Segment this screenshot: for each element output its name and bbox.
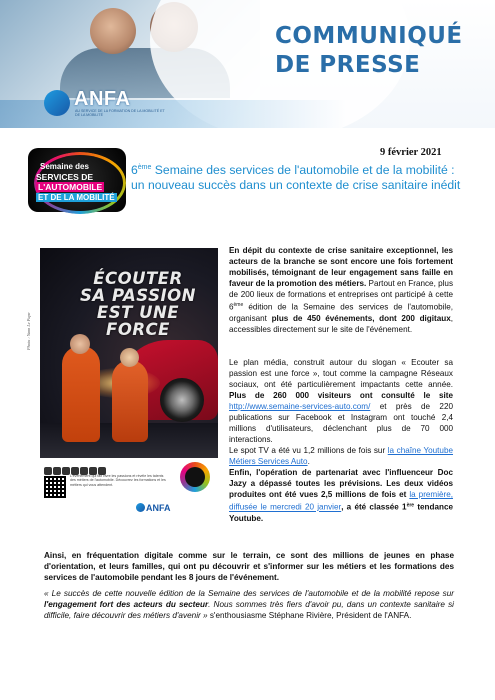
intro-text: Partout en France, plus de 200 lieux de formations et entreprises ont participé à cette 6 xyxy=(229,279,454,312)
photo-person xyxy=(90,8,136,54)
campaign-poster xyxy=(40,248,218,526)
anfa-logo xyxy=(44,88,164,120)
anfa-logo-icon xyxy=(44,90,70,116)
press-title-line1: COMMUNIQUÉ xyxy=(275,23,463,49)
headline-ordinal-suffix: ème xyxy=(137,164,152,171)
intro-bold-2: plus de 450 événements, dont 200 digitaux xyxy=(271,313,451,323)
media-text-2: et près de 220 publications sur Facebook et Instagram ont touché 2,4 millions d'utilisateurs, déclenchant plus de 70 000 interactions. xyxy=(229,402,453,444)
quote-attribution: s'enthousiasme Stéphane Rivière, Président de l'ANFA. xyxy=(207,611,412,620)
youtube-channel-link[interactable]: la chaîne Youtube Métiers Services Auto xyxy=(229,446,453,466)
influencer-sup: ère xyxy=(406,502,415,508)
tv-text-2: . xyxy=(307,457,310,466)
paragraph-intro xyxy=(229,245,453,335)
poster-vehicle-icons xyxy=(44,462,118,472)
poster-wheel xyxy=(160,378,204,422)
event-logo-line2: SERVICES DE xyxy=(36,172,94,182)
paragraph-summary: Ainsi, en fréquentation digitale comme sur le terrain, ce sont des millions de jeunes en phase d'orientation, et leurs familles, qui ont pu découvrir et s'informer sur les métiers et les formations des services de l'automobile pendant les 8 jours de l'événement. xyxy=(44,551,454,582)
quote-text: « Le succès de cette nouvelle édition de la Semaine des services de l'automobile et de la mobilité repose sur xyxy=(44,589,454,598)
event-logo-line4: ET DE LA MOBILITÉ xyxy=(38,193,115,202)
website-link[interactable]: http://www.semaine-services-auto.com/ xyxy=(229,402,371,411)
event-logo-line1: Semaine des xyxy=(40,162,89,171)
influencer-bold-3: tendance Youtube. xyxy=(229,502,453,523)
press-title-line2: DE PRESSE xyxy=(275,52,421,78)
poster-slogan-line1: ÉCOUTER xyxy=(93,269,183,288)
intro-bold: En dépit du contexte de crise sanitaire exceptionnel, les acteurs de la branche se sont encore une fois fortement mobilisés, témoignant de leur engagement sans faille en faveur de la promotion des métiers. xyxy=(229,246,453,288)
paragraph-influencer xyxy=(229,467,453,524)
tv-text: Le spot TV a été vu 1,2 millions de fois sur xyxy=(229,446,388,455)
headline-ordinal: 6 xyxy=(131,163,138,178)
quote-bold: l'engagement fort des acteurs du secteur xyxy=(44,600,209,609)
event-logo-line3: L'AUTOMOBILE xyxy=(38,182,103,192)
vehicle-icon xyxy=(44,467,52,475)
media-text: Le plan média, construit autour du slogan « Ecouter sa passion est une force », tout comme la campagne Réseaux sociaux, ont été particulièrement impactants cette année. xyxy=(229,358,453,389)
poster-anfa-text: ANFA xyxy=(146,503,171,513)
event-logo xyxy=(28,148,126,212)
vehicle-icon xyxy=(62,467,70,475)
poster-mechanic-head xyxy=(120,348,139,367)
poster-small-print: L'événement qui fait vivre les passions et révèle les talents des métiers de l'automobile. Découvrez les formations et les métiers qui vous attendent. xyxy=(70,474,166,487)
poster-slogan-line2: SA PASSION xyxy=(80,286,196,305)
media-bold: Plus de 260 000 visiteurs ont consulté le site xyxy=(229,391,453,400)
headline-text: Semaine des services de l'automobile et de la mobilité : un nouveau succès dans un contexte de crise sanitaire inédit xyxy=(131,163,461,193)
influencer-bold: Enfin, l'opération de partenariat avec l'influenceur Doc Jazy a dépassé toutes les prévisions. Les deux vidéos produites ont été vues 2,5 millions de fois et xyxy=(229,468,453,499)
intro-text-3: , accessibles directement sur le site de l'événement. xyxy=(229,313,453,334)
poster-anfa-icon xyxy=(136,503,145,512)
vehicle-icon xyxy=(53,467,61,475)
photo-credit: Photo : Yann Le Pape xyxy=(26,312,31,350)
quote-paragraph xyxy=(44,588,454,621)
qr-code-icon xyxy=(44,476,66,498)
poster-mechanic xyxy=(62,346,100,442)
paragraph-media xyxy=(229,357,453,445)
first-video-link[interactable]: la première, diffusée le mercredi 20 janvier xyxy=(229,490,453,512)
intro-sup: ème xyxy=(233,302,244,308)
release-date: 9 février 2021 xyxy=(380,147,442,158)
paragraph-tv xyxy=(229,445,453,467)
poster-event-badge-center xyxy=(185,467,205,487)
headline xyxy=(131,160,461,193)
influencer-bold-2: , a été classée 1 xyxy=(341,502,407,512)
intro-text-2: édition de la Semaine des services de l'automobile, organisant xyxy=(229,302,453,323)
poster-slogan-line3: EST UNE FORCE xyxy=(96,303,180,339)
poster-mechanic xyxy=(112,360,148,442)
poster-slogan xyxy=(68,270,208,338)
anfa-logo-subtitle: AU SERVICE DE LA FORMATION DE LA MOBILITÉ ET DE LA MOBILITÉ xyxy=(75,109,165,118)
quote-text-2: . Nous sommes très fiers d'avoir pu, dans un contexte sanitaire si difficile, faire découvrir des métiers d'avenir » xyxy=(44,600,454,620)
anfa-logo-text: ANFA xyxy=(74,88,131,110)
press-release-title xyxy=(275,22,485,80)
